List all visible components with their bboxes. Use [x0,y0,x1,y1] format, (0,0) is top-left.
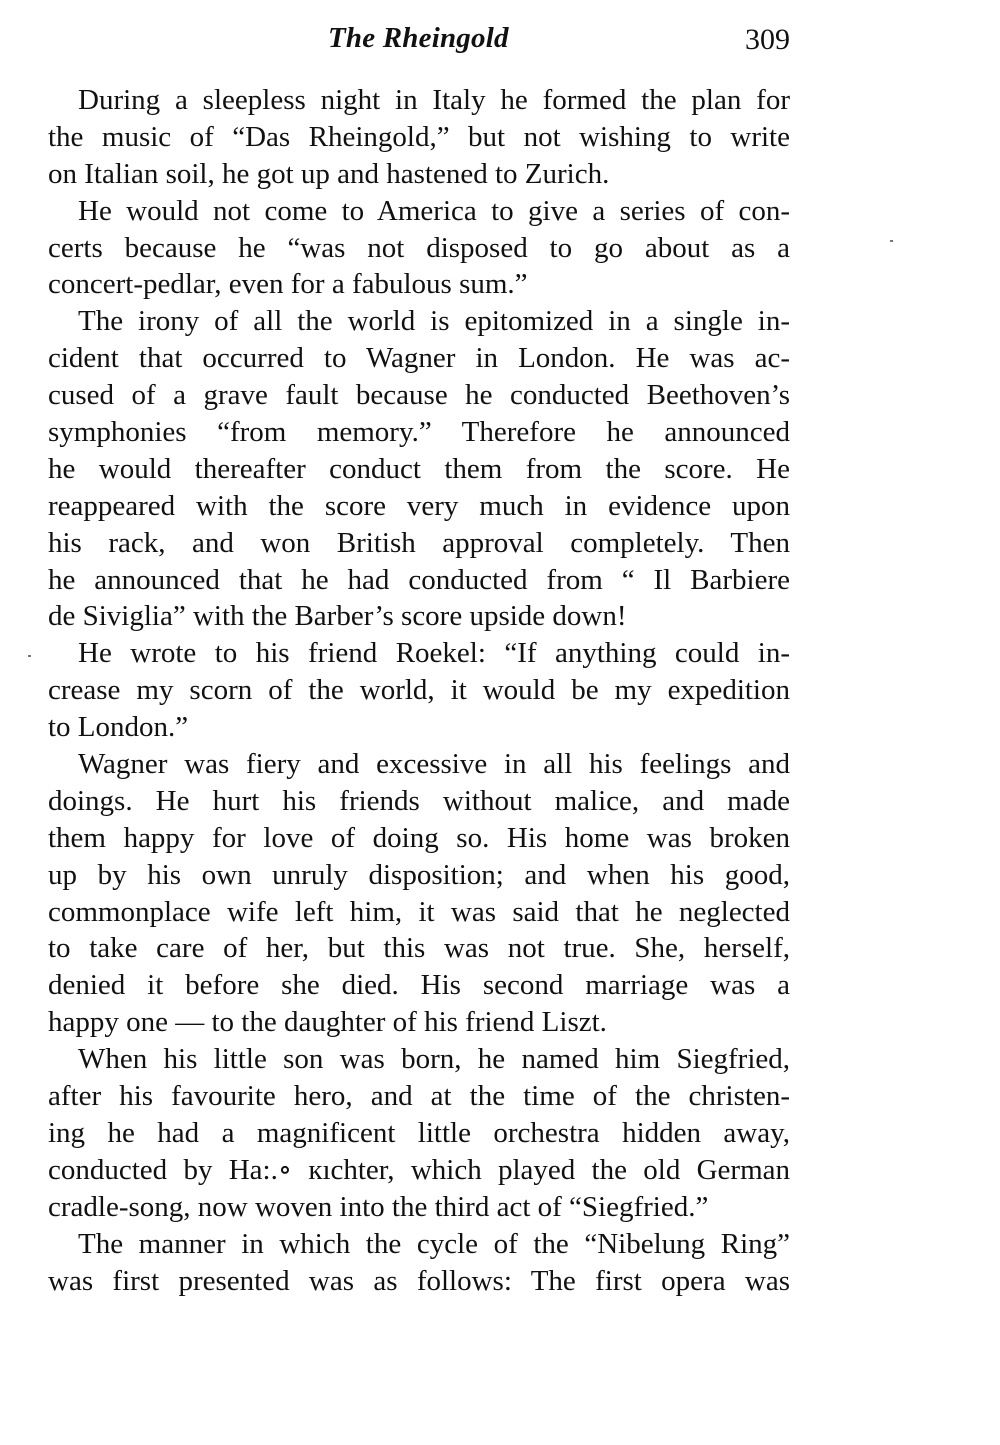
page-number: 309 [745,23,790,56]
text-line: cident that occurred to Wagner in London. He was ac- [48,342,790,375]
text-line: conducted by Ha:.∘ кıchter, which played the old German [48,1153,790,1186]
text-line: doings. He hurt his friends without malice, and made [48,784,790,817]
paragraph-6 [48,1041,790,1225]
text-line: de Siviglia” with the Barber’s score upside down! [48,600,627,633]
text-line: his rack, and won British approval completely. Then [48,526,790,559]
text-line: to take care of her, but this was not true. She, herself, [48,932,790,965]
text-line: Wagner was fiery and excessive in all his feelings and [78,748,790,781]
paragraph-3 [48,303,790,635]
text-line: reappeared with the score very much in evidence upon [48,489,790,522]
text-line: The manner in which the cycle of the “Nibelung Ring” [78,1227,790,1260]
text-line: He would not come to America to give a series of con- [78,194,790,227]
text-line: he would thereafter conduct them from the score. He [48,452,790,485]
text-line: concert-pedlar, even for a fabulous sum.” [48,268,528,301]
text-line: When his little son was born, he named him Siegfried, [78,1043,790,1076]
text-line: after his favourite hero, and at the time of the christen- [48,1080,790,1113]
scan-speck [890,240,893,242]
text-line: on Italian soil, he got up and hastened to Zurich. [48,157,610,190]
text-line: he announced that he had conducted from “ Il Barbiere [48,563,790,596]
text-line: symphonies “from memory.” Therefore he announced [48,416,790,449]
text-line: happy one — to the daughter of his friend Liszt. [48,1006,607,1039]
text-line: crease my scorn of the world, it would be my expedition [48,674,790,707]
running-title: The Rheingold [328,22,509,54]
text-line: cradle-song, now woven into the third act of “Siegfried.” [48,1190,709,1223]
text-line: was first presented was as follows: The first opera was [48,1264,790,1297]
page-header [48,20,790,60]
paragraph-5 [48,746,790,1041]
text-line: denied it before she died. His second marriage was a [48,969,790,1002]
paragraph-7 [48,1226,790,1300]
body-text [48,82,790,1299]
text-line: He wrote to his friend Roekel: “If anything could in- [78,637,790,670]
paragraph-1 [48,82,790,193]
text-line: the music of “Das Rheingold,” but not wishing to write [48,120,790,153]
text-line: certs because he “was not disposed to go about as a [48,231,790,264]
text-line: ing he had a magnificent little orchestra hidden away, [48,1116,790,1149]
paragraph-2 [48,193,790,304]
text-line: to London.” [48,711,189,744]
text-line: commonplace wife left him, it was said that he neglected [48,895,790,928]
text-line: cused of a grave fault because he conducted Beethoven’s [48,379,790,412]
scan-speck [28,655,31,657]
paragraph-4 [48,635,790,746]
text-line: them happy for love of doing so. His home was broken [48,821,790,854]
text-line: up by his own unruly disposition; and when his good, [48,858,790,891]
text-line: The irony of all the world is epitomized in a single in- [78,305,790,338]
text-line: During a sleepless night in Italy he formed the plan for [78,84,790,116]
